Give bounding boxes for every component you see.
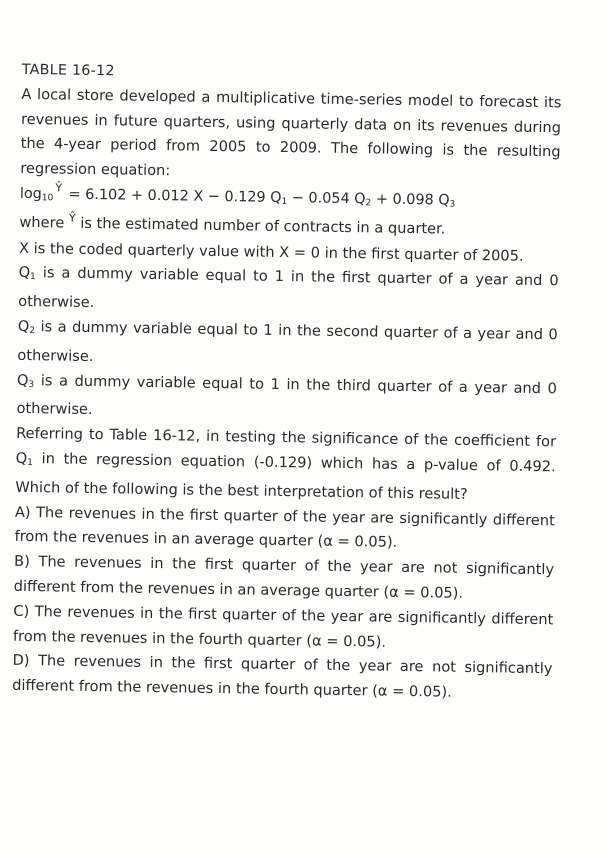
option-b[interactable]: B) The revenues in the first quarter of the year are not significantly different from the revenues in an average quarter (α = 0.05). bbox=[13, 552, 555, 602]
q3-definition bbox=[16, 368, 557, 430]
question-part2: in the regression equation (-0.129) which has a p-value of 0.492. Which of the following is the best interpretation of this result? bbox=[15, 450, 556, 503]
option-a[interactable]: A) The revenues in the first quarter of the year are significantly different from the revenues in an average quarter (α = 0.05). bbox=[14, 503, 555, 552]
q1-definition bbox=[18, 261, 559, 323]
log-base: 10 bbox=[41, 193, 54, 204]
question-q1-sub: 1 bbox=[27, 457, 33, 469]
intro-paragraph: A local store developed a multiplicative time-series model to forecast its revenues in future quarters, using quarterly data on its revenues during the 4-year period from 2005 to 2009. The following is the resulting regression equation: bbox=[20, 85, 562, 180]
where-y-hat-symbol: Ŷ bbox=[68, 211, 76, 225]
q3-def-text: is a dummy variable equal to 1 in the third quarter of a year and 0 otherwise. bbox=[16, 371, 558, 419]
q1-def-text: is a dummy variable equal to 1 in the first quarter of a year and 0 otherwise. bbox=[18, 264, 559, 312]
equation-rhs-start: = 6.102 + 0.012 X − 0.129 Q bbox=[63, 186, 282, 206]
option-c[interactable]: C) The revenues in the first quarter of the year are significantly different from the revenues in the fourth quarter (α = 0.05). bbox=[12, 602, 554, 651]
q2-def-sub: 2 bbox=[29, 325, 36, 337]
q2-definition bbox=[17, 315, 558, 377]
q2-symbol: Q bbox=[17, 317, 30, 335]
question-part1: Referring to Table 16-12, in testing the significance of the coefficient for Q bbox=[15, 424, 557, 467]
q3-symbol: Q bbox=[16, 371, 29, 389]
table-title: TABLE 16-12 bbox=[21, 61, 115, 80]
question-text bbox=[15, 422, 556, 509]
option-d[interactable]: D) The revenues in the first quarter of the year are not significantly different from the revenues in the fourth quarter (α = 0.05). bbox=[12, 652, 553, 701]
equation-rhs-mid1: − 0.054 Q bbox=[287, 190, 366, 208]
where-rest: is the estimated number of contracts in a quarter. bbox=[80, 214, 446, 238]
q3-def-sub: 3 bbox=[28, 379, 35, 390]
q1-subscript: 1 bbox=[281, 196, 288, 208]
x-definition: X is the coded quarterly value with X = 0 in the first quarter of 2005. bbox=[18, 239, 524, 265]
log-label: log bbox=[19, 185, 42, 203]
equation-rhs-mid2: + 0.098 Q bbox=[371, 191, 450, 209]
q2-def-text: is a dummy variable equal to 1 in the second quarter of a year and 0 otherwise. bbox=[17, 318, 558, 365]
q1-symbol: Q bbox=[18, 264, 31, 282]
q1-def-sub: 1 bbox=[30, 272, 36, 283]
y-hat-symbol: Ŷ bbox=[55, 181, 63, 195]
document-body bbox=[12, 58, 562, 707]
q3-subscript: 3 bbox=[449, 199, 456, 210]
q2-subscript: 2 bbox=[365, 198, 372, 209]
where-prefix: where bbox=[19, 213, 65, 232]
